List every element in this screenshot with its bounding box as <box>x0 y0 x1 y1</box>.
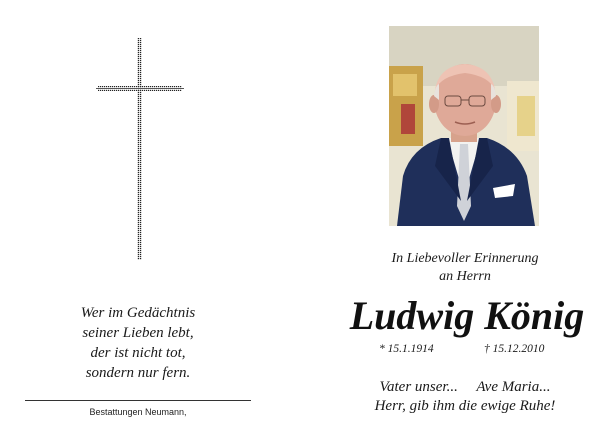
deceased-name: Ludwig König <box>349 293 585 338</box>
memorial-poem <box>20 303 256 383</box>
poem-line: sondern nur fern. <box>85 365 191 381</box>
death-date: † 15.12.2010 <box>484 343 545 355</box>
birth-date: * 15.1.1914 <box>379 343 434 355</box>
prayer-line: Herr, gib ihm die ewige Ruhe! <box>374 398 556 414</box>
memory-line: an Herrn <box>439 269 491 284</box>
memory-heading <box>350 250 580 286</box>
poem-line: Wer im Gedächtnis <box>80 305 196 321</box>
prayer-lines <box>340 378 590 416</box>
portrait-photo <box>389 26 539 226</box>
divider-line <box>25 400 251 401</box>
prayer-line: Vater unser... Ave Maria... <box>379 379 551 395</box>
memory-line: In Liebevoller Erinnerung <box>391 251 539 266</box>
poem-line: der ist nicht tot, <box>90 345 186 361</box>
latin-cross-icon <box>96 38 184 260</box>
funeral-home-name: Bestattungen Neumann, <box>89 407 187 417</box>
poem-line: seiner Lieben lebt, <box>82 325 194 341</box>
